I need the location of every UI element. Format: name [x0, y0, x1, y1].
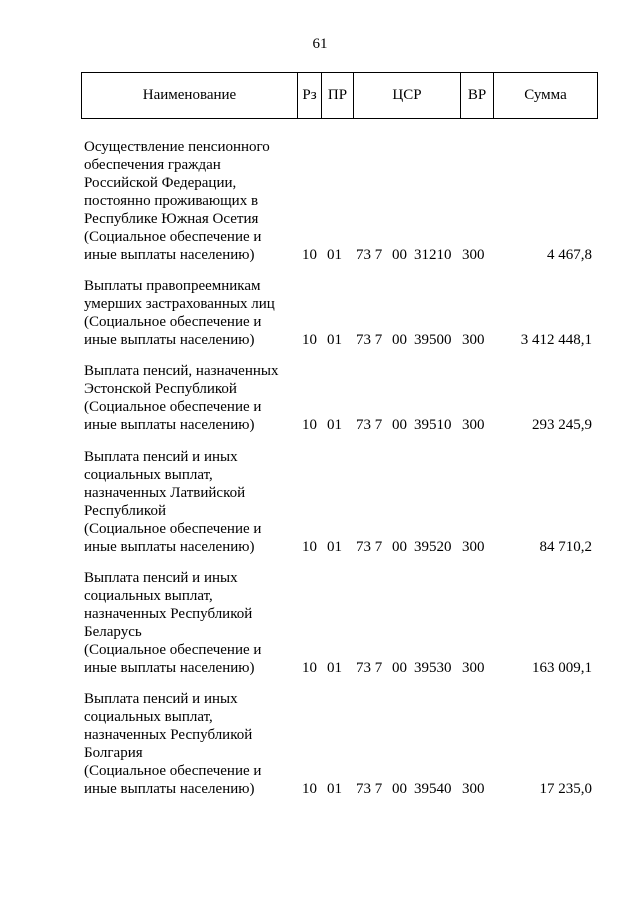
- row-name-line: иные выплаты населению): [84, 417, 255, 433]
- row-name-line: иные выплаты населению): [84, 539, 255, 555]
- cell-csr-sub: 00: [392, 332, 407, 348]
- header-vr: ВР: [461, 73, 494, 118]
- cell-csr-sub: 00: [392, 417, 407, 433]
- row-name-line: (Социальное обеспечение и: [84, 314, 262, 330]
- cell-sum: 163 009,1: [532, 660, 592, 676]
- cell-sum: 4 467,8: [547, 247, 592, 263]
- cell-csr-program: 73 7: [356, 660, 383, 676]
- header-rz: Рз: [298, 73, 322, 118]
- cell-csr-code: 39510: [414, 417, 452, 433]
- cell-vr: 300: [462, 660, 485, 676]
- cell-rz: 10: [302, 539, 317, 555]
- cell-csr-sub: 00: [392, 660, 407, 676]
- cell-csr-code: 39500: [414, 332, 452, 348]
- cell-sum: 293 245,9: [532, 417, 592, 433]
- header-pr: ПР: [322, 73, 354, 118]
- row-name-line: (Социальное обеспечение и: [84, 763, 262, 779]
- header-name: Наименование: [82, 73, 298, 118]
- cell-csr-program: 73 7: [356, 417, 383, 433]
- cell-rz: 10: [302, 417, 317, 433]
- row-name-line: постоянно проживающих в: [84, 193, 259, 209]
- row-name-line: умерших застрахованных лиц: [84, 296, 275, 312]
- cell-csr-sub: 00: [392, 539, 407, 555]
- cell-pr: 01: [327, 417, 342, 433]
- cell-csr-code: 39530: [414, 660, 452, 676]
- row-name-line: (Социальное обеспечение и: [84, 399, 262, 415]
- header-csr: ЦСР: [354, 73, 461, 118]
- cell-csr-code: 39540: [414, 781, 452, 797]
- row-name-line: социальных выплат,: [84, 588, 213, 604]
- row-name-line: Эстонской Республикой: [84, 381, 237, 397]
- row-name-line: назначенных Латвийской: [84, 485, 246, 501]
- cell-pr: 01: [327, 332, 342, 348]
- row-name-line: назначенных Республикой: [84, 606, 253, 622]
- cell-sum: 84 710,2: [539, 539, 592, 555]
- row-name-line: Республикой: [84, 503, 166, 519]
- row-name-line: иные выплаты населению): [84, 332, 255, 348]
- row-name-line: иные выплаты населению): [84, 247, 255, 263]
- row-name-line: Беларусь: [84, 624, 142, 640]
- cell-csr-sub: 00: [392, 247, 407, 263]
- cell-csr-program: 73 7: [356, 781, 383, 797]
- row-name-line: (Социальное обеспечение и: [84, 642, 262, 658]
- cell-sum: 3 412 448,1: [520, 332, 592, 348]
- row-name-line: Выплата пенсий и иных: [84, 570, 238, 586]
- cell-rz: 10: [302, 781, 317, 797]
- cell-csr-program: 73 7: [356, 539, 383, 555]
- header-sum: Сумма: [524, 87, 567, 103]
- cell-sum: 17 235,0: [539, 781, 592, 797]
- row-name-line: социальных выплат,: [84, 467, 213, 483]
- row-name-line: Выплата пенсий и иных: [84, 449, 238, 465]
- row-name-line: Болгария: [84, 745, 143, 761]
- row-name-line: обеспечения граждан: [84, 157, 221, 173]
- cell-csr-program: 73 7: [356, 332, 383, 348]
- row-name-line: иные выплаты населению): [84, 660, 255, 676]
- row-name-line: назначенных Республикой: [84, 727, 253, 743]
- cell-vr: 300: [462, 781, 485, 797]
- row-name-line: (Социальное обеспечение и: [84, 229, 262, 245]
- row-name-line: Российской Федерации,: [84, 175, 237, 191]
- cell-rz: 10: [302, 660, 317, 676]
- cell-pr: 01: [327, 781, 342, 797]
- row-name-line: иные выплаты населению): [84, 781, 255, 797]
- cell-pr: 01: [327, 539, 342, 555]
- cell-pr: 01: [327, 660, 342, 676]
- cell-vr: 300: [462, 539, 485, 555]
- row-name-line: Осуществление пенсионного: [84, 139, 270, 155]
- row-name-line: социальных выплат,: [84, 709, 213, 725]
- row-name-line: Выплата пенсий и иных: [84, 691, 238, 707]
- cell-csr-sub: 00: [392, 781, 407, 797]
- row-name-line: Выплата пенсий, назначенных: [84, 363, 279, 379]
- cell-rz: 10: [302, 332, 317, 348]
- cell-csr-code: 31210: [414, 247, 452, 263]
- row-name-line: (Социальное обеспечение и: [84, 521, 262, 537]
- page-number: 61: [312, 36, 328, 52]
- cell-csr-program: 73 7: [356, 247, 383, 263]
- row-name-line: Республике Южная Осетия: [84, 211, 259, 227]
- cell-vr: 300: [462, 332, 485, 348]
- cell-pr: 01: [327, 247, 342, 263]
- row-name-line: Выплаты правопреемникам: [84, 278, 261, 294]
- table-header: [81, 72, 598, 119]
- cell-csr-code: 39520: [414, 539, 452, 555]
- cell-rz: 10: [302, 247, 317, 263]
- cell-vr: 300: [462, 417, 485, 433]
- cell-vr: 300: [462, 247, 485, 263]
